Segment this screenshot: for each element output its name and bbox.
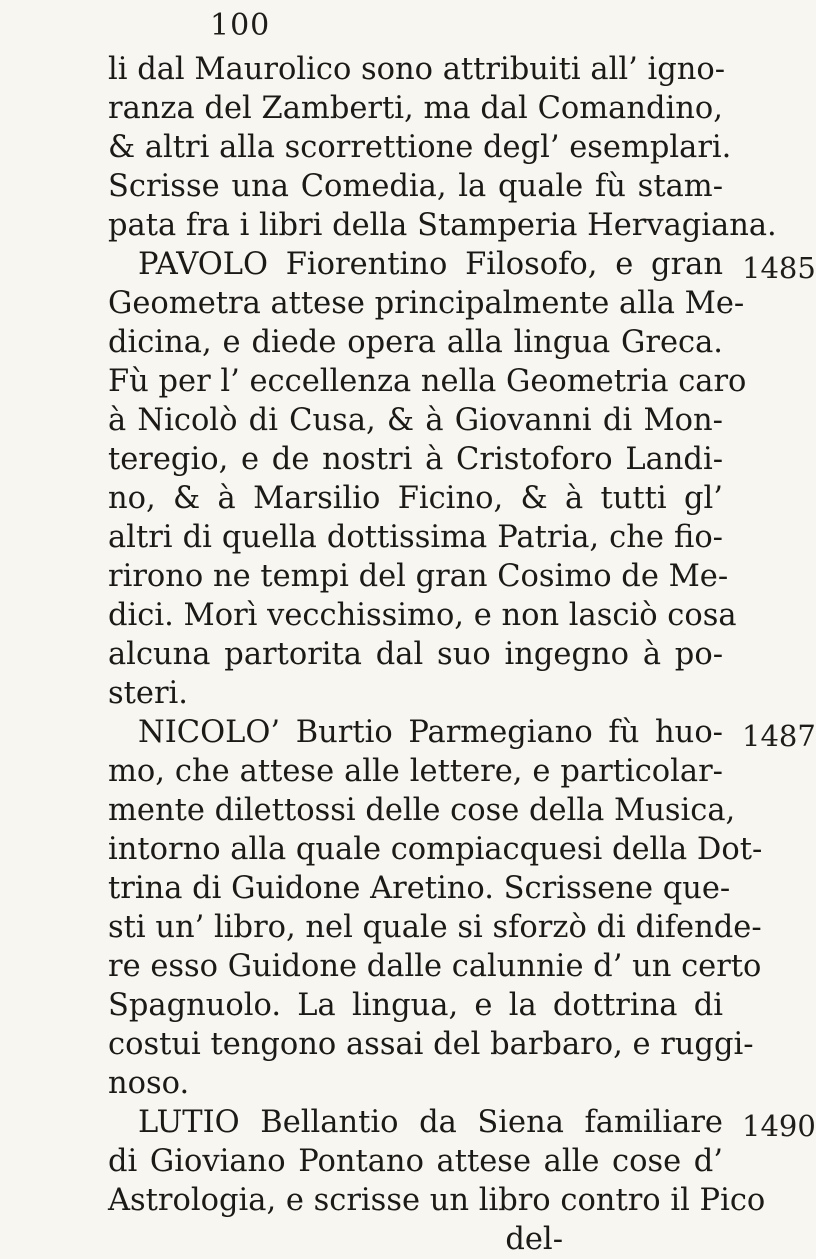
catchword: del- [505,1222,563,1257]
text-line: teregio, e de nostri à Cristoforo Landi- [108,442,723,477]
text-line: re esso Guidone dalle calunnie d’ un certo [108,949,762,984]
text-line: altri di quella dottissima Patria, che fio- [108,520,723,555]
paragraph-start-lutio: LUTIO Bellantio da Siena familiare [138,1105,723,1140]
text-line: intorno alla quale compiacquesi della Dot- [108,832,763,867]
text-line: alcuna partorita dal suo ingegno à po- [108,637,723,672]
text-line: dici. Morì vecchissimo, e non lasciò cosa [108,598,737,633]
text-line: mente dilettossi delle cose della Musica, [108,793,736,828]
text-line: sti un’ libro, nel quale si sforzò di difende- [108,910,762,945]
text-line: ranza del Zamberti, ma dal Comandino, [108,91,723,126]
margin-year-1485: 1485 [742,251,816,285]
page-number: 100 [210,8,271,43]
text-line: dicina, e diede opera alla lingua Greca. [108,325,723,360]
paragraph-start-nicolo: NICOLO’ Burtio Parmegiano fù huo- [138,715,723,750]
text-line: no, & à Marsilio Ficino, & à tutti gl’ [108,481,723,516]
text-line: steri. [108,676,188,711]
text-line: Scrisse una Comedia, la quale fù stam- [108,169,723,204]
paragraph-start-pavolo: PAVOLO Fiorentino Filosofo, e gran [138,247,723,282]
text-line: à Nicolò di Cusa, & à Giovanni di Mon- [108,403,723,438]
text-line: li dal Maurolico sono attribuiti all’ igno- [108,52,726,87]
text-line: Spagnuolo. La lingua, e la dottrina di [108,988,723,1023]
margin-year-1487: 1487 [742,719,816,753]
text-line: noso. [108,1066,190,1101]
text-line: di Gioviano Pontano attese alle cose d’ [108,1144,723,1179]
text-line: mo, che attese alle lettere, e particolar- [108,754,723,789]
text-line: Fù per l’ eccellenza nella Geometria caro [108,364,747,399]
text-line: Geometra attese principalmente alla Me- [108,286,745,321]
body-text [108,50,777,1259]
text-line: Astrologia, e scrisse un libro contro il Pico [108,1183,766,1218]
text-line: rirono ne tempi del gran Cosimo de Me- [108,559,729,594]
text-line: costui tengono assai del barbaro, e ruggi- [108,1027,754,1062]
text-line: & altri alla scorrettione degl’ esemplari. [108,130,732,165]
margin-year-1490: 1490 [742,1109,816,1143]
text-line: pata fra i libri della Stamperia Hervagiana. [108,208,777,243]
text-line: trina di Guidone Aretino. Scrissene que- [108,871,731,906]
